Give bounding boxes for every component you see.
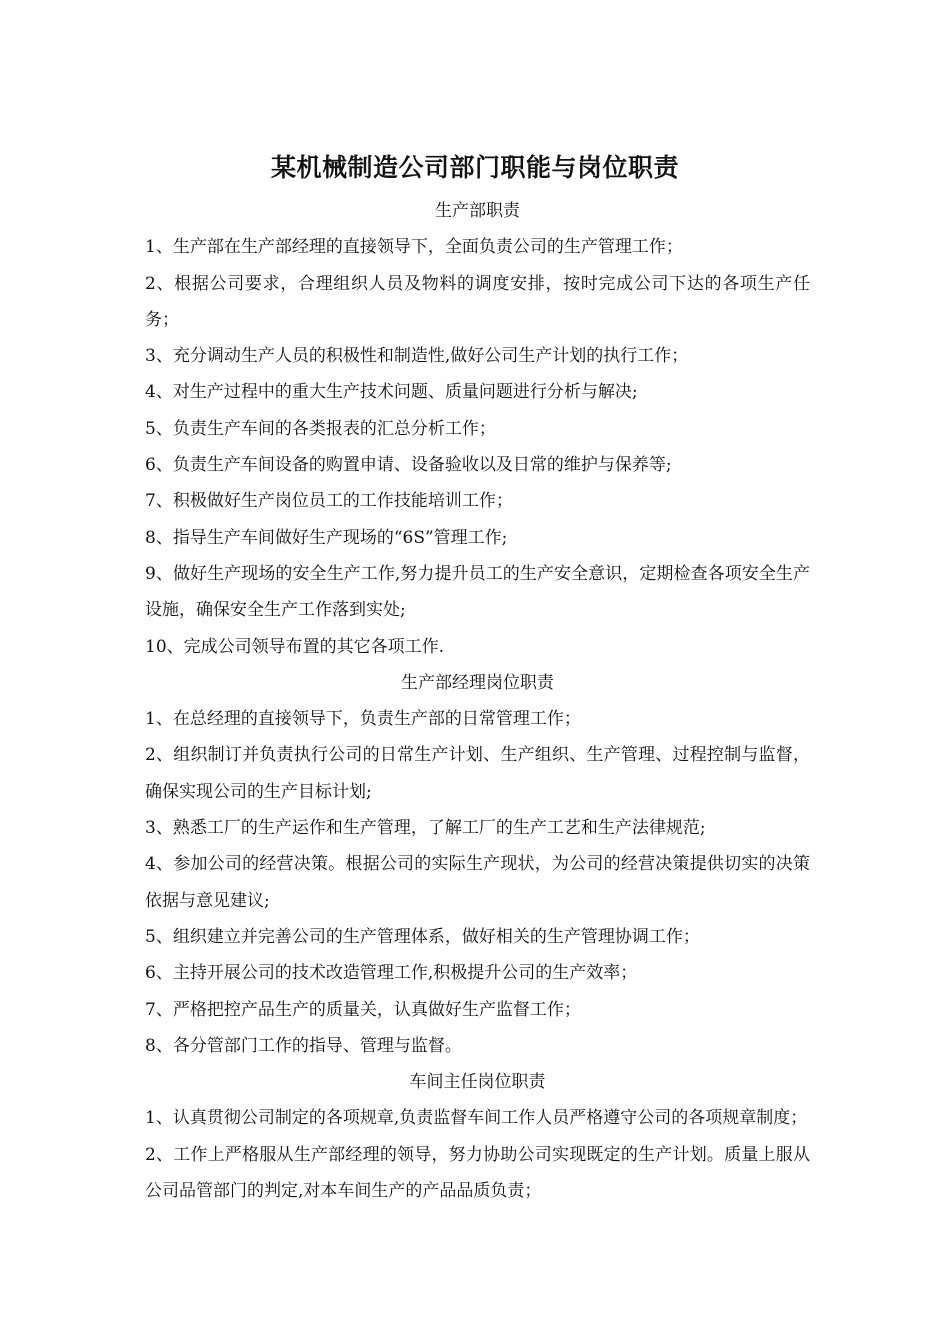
list-item: 3、充分调动生产人员的积极性和制造性,做好公司生产计划的执行工作； [145,346,689,367]
list-item: 9、做好生产现场的安全生产工作,努力提升员工的生产安全意识，定期检查各项安全生产设施，确保安全生产工作落到实处; [145,563,810,621]
list-item: 4、对生产过程中的重大生产技术问题、质量问题进行分析与解决; [145,382,638,403]
section-workshop-director [145,1064,810,1209]
list-item: 6、负责生产车间设备的购置申请、设备验收以及日常的维护与保养等; [145,455,672,476]
list-item: 8、指导生产车间做好生产现场的“6S”管理工作; [145,527,508,548]
section-production-dept [145,193,810,665]
document-title: 某机械制造公司部门职能与岗位职责 [270,153,679,182]
list-item: 7、积极做好生产岗位员工的工作技能培训工作； [145,491,513,512]
list-item: 8、各分管部门工作的指导、管理与监督。 [145,1035,462,1056]
list-item: 2、组织制订并负责执行公司的日常生产计划、生产组织、生产管理、过程控制与监督，确保实现公司的生产目标计划; [145,745,810,802]
section-production-manager [145,665,810,1064]
list-item: 1、生产部在生产部经理的直接领导下，全面负责公司的生产管理工作； [145,237,683,258]
list-item: 7、严格把控产品生产的质量关，认真做好生产监督工作； [145,999,581,1020]
section-heading: 生产部职责 [435,201,520,221]
list-item: 2、根据公司要求，合理组织人员及物料的调度安排，按时完成公司下达的各项生产任务； [145,273,810,330]
list-item: 3、熟悉工厂的生产运作和生产管理，了解工厂的生产工艺和生产法律规范; [145,818,706,839]
list-item: 1、认真贯彻公司制定的各项规章,负责监督车间工作人员严格遵守公司的各项规章制度； [145,1108,808,1129]
section-heading: 生产部经理岗位职责 [401,672,554,693]
list-item: 5、负责生产车间的各类报表的汇总分析工作； [145,418,496,439]
list-item: 5、组织建立并完善公司的生产管理体系，做好相关的生产管理协调工作； [145,926,700,947]
section-heading: 车间主任岗位职责 [409,1072,546,1093]
list-item: 1、在总经理的直接领导下，负责生产部的日常管理工作； [145,709,581,730]
list-item: 2、工作上严格服从生产部经理的领导，努力协助公司实现既定的生产计划。质量上服从公司品管部门的判定,对本车间生产的产品品质负责； [145,1144,810,1202]
document-body [145,193,810,1209]
list-item: 6、主持开展公司的技术改造管理工作,积极提升公司的生产效率； [145,963,638,984]
list-item: 10、完成公司领导布置的其它各项工作. [145,636,445,657]
list-item: 4、参加公司的经营决策。根据公司的实际生产现状，为公司的经营决策提供切实的决策依据与意见建议; [145,854,810,911]
